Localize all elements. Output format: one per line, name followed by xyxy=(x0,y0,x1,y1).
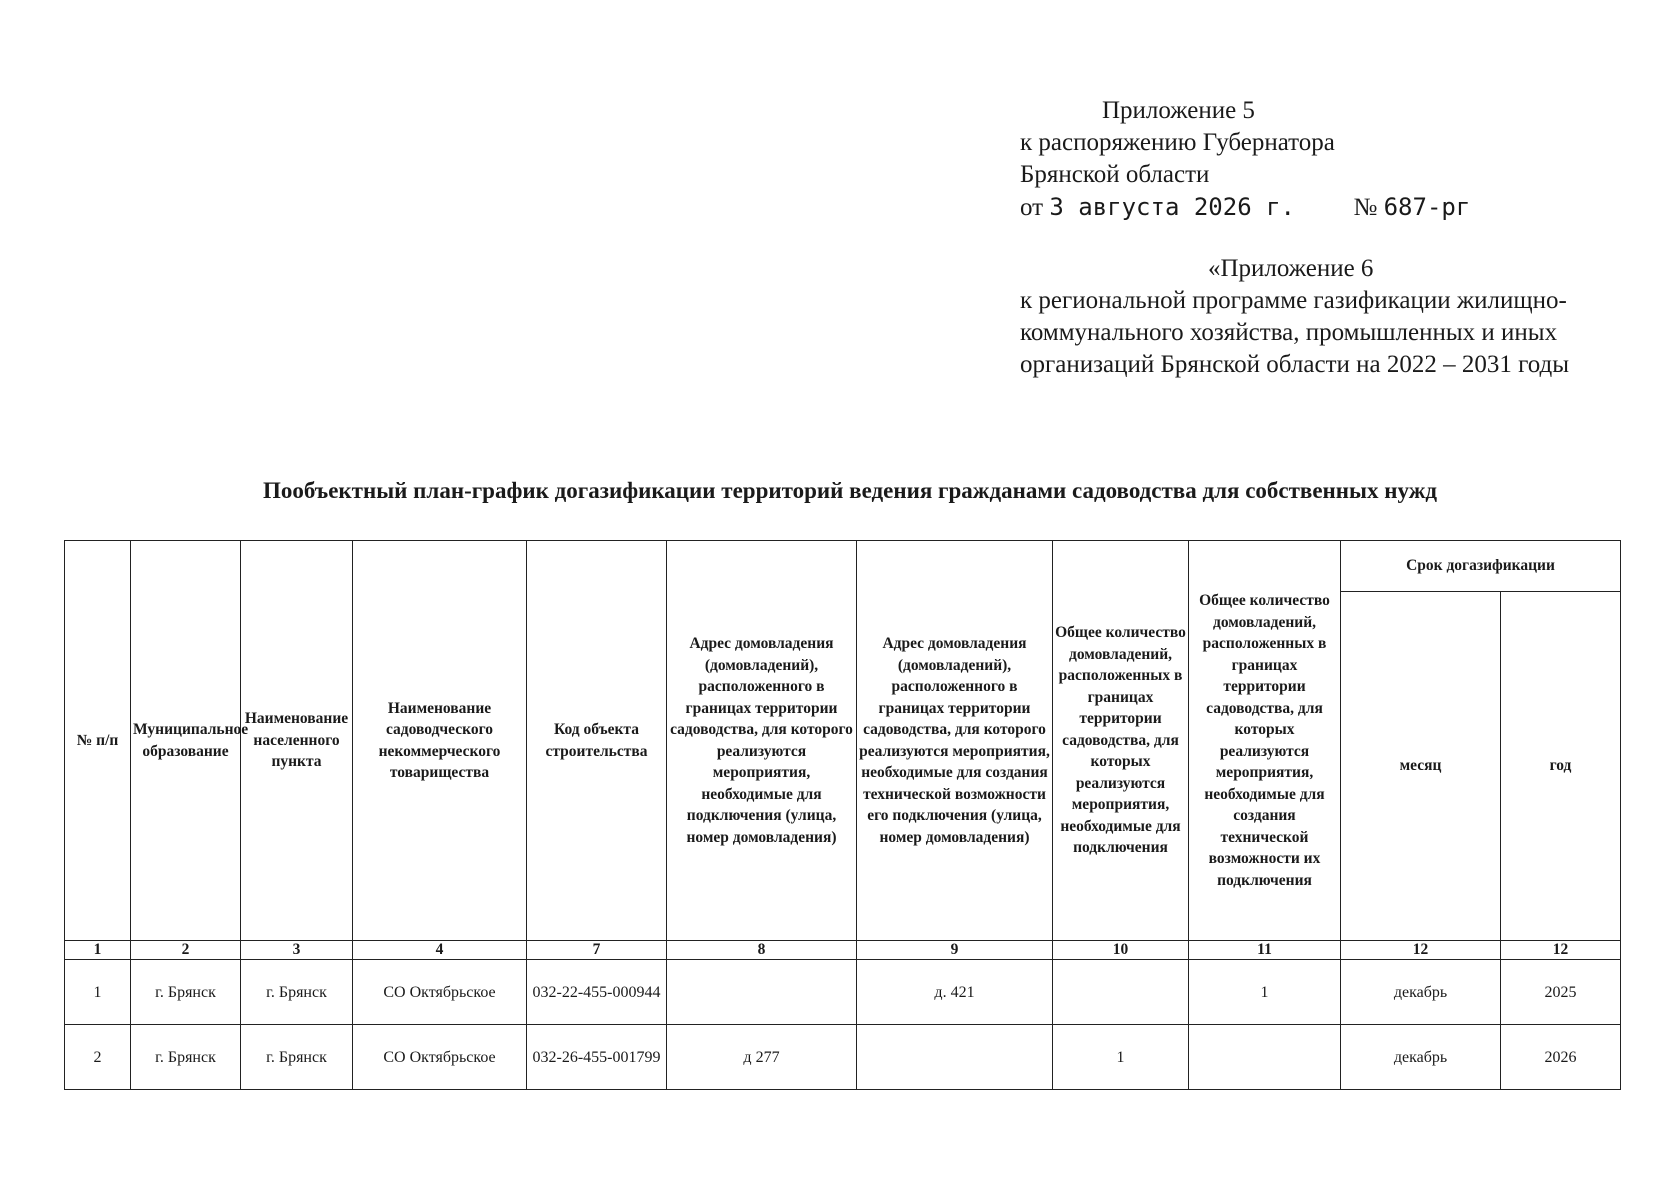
number-sign: № xyxy=(1353,194,1378,221)
cell-addr-connect xyxy=(667,960,857,1025)
header-addr-tech: Адрес домовладения (домовладений), расположенного в границах территории садоводства, для которого реализуются мероприятия, необходимые для создания технической возможности его подключения (улица, номер домовладения) xyxy=(857,541,1053,941)
cell-locality: г. Брянск xyxy=(241,1025,353,1090)
column-number: 12 xyxy=(1501,941,1621,960)
appendix-6-line-3: коммунального хозяйства, промышленных и иных xyxy=(1020,319,1558,346)
cell-num: 1 xyxy=(65,960,131,1025)
header-year: год xyxy=(1501,592,1621,941)
order-number: 687-рг xyxy=(1383,193,1471,221)
column-number: 7 xyxy=(527,941,667,960)
appendix-6-line-2: к региональной программе газификации жилищно- xyxy=(1020,287,1567,314)
appendix-5-date-line xyxy=(1020,191,1640,224)
cell-num: 2 xyxy=(65,1025,131,1090)
column-numbers-row xyxy=(65,941,1621,960)
header-count-connect: Общее количество домовладений, расположенных в границах территории садоводства, для которых реализуются мероприятия, необходимые для подключения xyxy=(1053,541,1189,941)
header-deadline-group: Срок догазификации xyxy=(1341,541,1621,592)
header-code: Код объекта строительства xyxy=(527,541,667,941)
appendix-5-line-3: Брянской области xyxy=(1020,161,1210,188)
appendix-6-line-4: организаций Брянской области на 2022 – 2031 годы xyxy=(1020,351,1570,378)
column-number: 4 xyxy=(353,941,527,960)
table-header-row xyxy=(65,541,1621,592)
column-number: 3 xyxy=(241,941,353,960)
column-number: 2 xyxy=(131,941,241,960)
cell-locality: г. Брянск xyxy=(241,960,353,1025)
header-num: № п/п xyxy=(65,541,131,941)
column-number: 12 xyxy=(1341,941,1501,960)
cell-month: декабрь xyxy=(1341,1025,1501,1090)
column-number: 9 xyxy=(857,941,1053,960)
cell-count-connect: 1 xyxy=(1053,1025,1189,1090)
column-number: 8 xyxy=(667,941,857,960)
appendix-5-title: Приложение 5 xyxy=(1102,97,1255,124)
document-title: Пообъектный план-график догазификации территорий ведения гражданами садоводства для собственных нужд xyxy=(262,478,1438,503)
cell-addr-tech xyxy=(857,1025,1053,1090)
cell-snt: СО Октябрьское xyxy=(353,960,527,1025)
column-number: 11 xyxy=(1189,941,1341,960)
cell-year: 2026 xyxy=(1501,1025,1621,1090)
column-number: 1 xyxy=(65,941,131,960)
cell-count-tech xyxy=(1189,1025,1341,1090)
cell-municipality: г. Брянск xyxy=(131,960,241,1025)
cell-municipality: г. Брянск xyxy=(131,1025,241,1090)
appendix-5-line-2: к распоряжению Губернатора xyxy=(1020,129,1335,156)
header-snt: Наименование садоводческого некоммерческого товарищества xyxy=(353,541,527,941)
table-row xyxy=(65,1025,1621,1090)
date-prefix: от xyxy=(1020,194,1044,221)
schedule-table xyxy=(64,540,1621,1090)
cell-year: 2025 xyxy=(1501,960,1621,1025)
header-locality: Наименование населенного пункта xyxy=(241,541,353,941)
appendix-5-header xyxy=(1020,95,1640,224)
header-month: месяц xyxy=(1341,592,1501,941)
header-count-tech: Общее количество домовладений, расположенных в границах территории садоводства, для которых реализуются мероприятия, необходимые для создания технической возможности их подключения xyxy=(1189,541,1341,941)
cell-count-tech: 1 xyxy=(1189,960,1341,1025)
cell-code: 032-26-455-001799 xyxy=(527,1025,667,1090)
cell-addr-connect: д 277 xyxy=(667,1025,857,1090)
cell-addr-tech: д. 421 xyxy=(857,960,1053,1025)
table-row xyxy=(65,960,1621,1025)
cell-snt: СО Октябрьское xyxy=(353,1025,527,1090)
cell-month: декабрь xyxy=(1341,960,1501,1025)
date-value: 3 августа 2026 г. xyxy=(1049,193,1295,221)
header-addr-connect: Адрес домовладения (домовладений), расположенного в границах территории садоводства, для которого реализуются мероприятия, необходимые для подключения (улица, номер домовладения) xyxy=(667,541,857,941)
cell-code: 032-22-455-000944 xyxy=(527,960,667,1025)
appendix-6-title: «Приложение 6 xyxy=(1208,255,1374,282)
column-number: 10 xyxy=(1053,941,1189,960)
appendix-6-header xyxy=(1020,253,1640,381)
header-municipality: Муниципальное образование xyxy=(131,541,241,941)
cell-count-connect xyxy=(1053,960,1189,1025)
